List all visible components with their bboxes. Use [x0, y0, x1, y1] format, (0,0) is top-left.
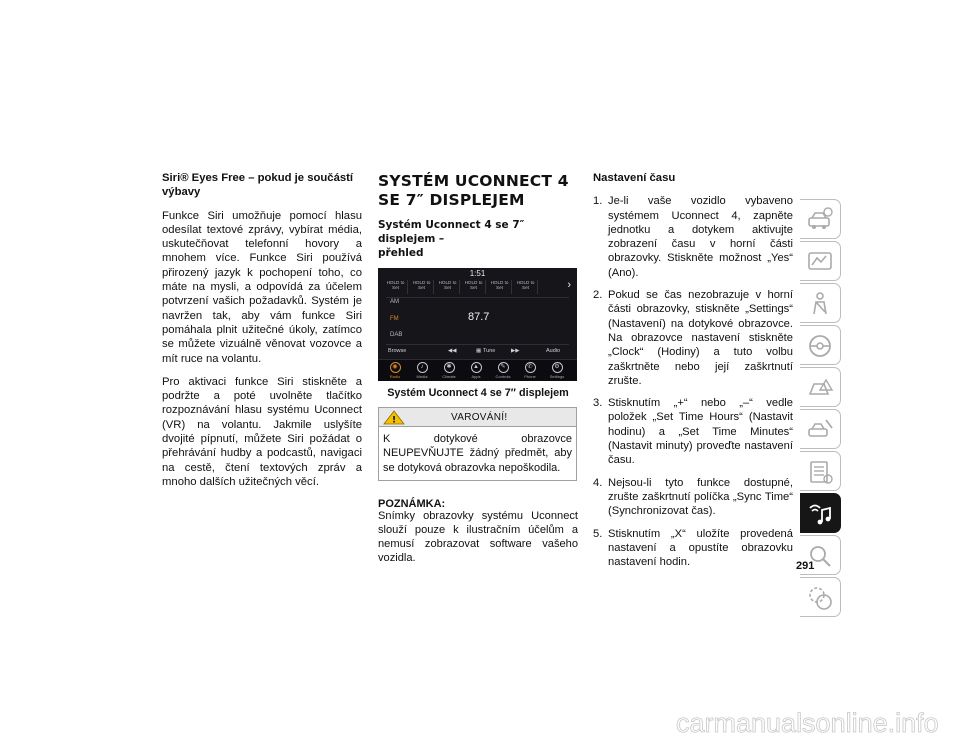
- browse-label: Browse: [388, 348, 407, 354]
- band-am: AM: [390, 299, 399, 305]
- multimedia-active-icon: [806, 500, 834, 528]
- tab-dashboard[interactable]: [800, 241, 841, 281]
- dock-settings: ⚙ Settings: [549, 364, 565, 379]
- preset-slot: HOLD to Set: [436, 280, 460, 294]
- gear-icon: ⚙: [552, 362, 563, 373]
- list-item: 1. Je-li vaše vozidlo vybaveno systémem Uconnect 4, zapněte jednotku a dotykem aktivujte zobrazení času v horní části obrazovky. Stiskněte možnost „Yes“ (Ano).: [593, 195, 793, 279]
- watermark-text: carmanualsonline.info: [676, 708, 939, 738]
- band-dab: DAB: [390, 332, 403, 338]
- section-subtitle: [378, 218, 578, 260]
- seek-back-icon: ◀◀: [448, 348, 457, 354]
- preset-slot: HOLD to Set: [488, 280, 512, 294]
- radio-icon: ◉: [390, 362, 401, 373]
- tab-safety[interactable]: [800, 283, 841, 323]
- section-heading-siri: Siri® Eyes Free – pokud je součástí výbavy: [162, 172, 354, 199]
- preset-bar: [384, 280, 538, 294]
- warning-box: [378, 407, 577, 481]
- specifications-list-icon: [806, 458, 834, 486]
- paragraph: Funkce Siri umožňuje pomocí hlasu odesílat textové zprávy, vybírat média, uskutečňovat telefonní hovory a mnohem více. Funkce Siri používá přirozený jazyk k pochopení toho, co máte na mysli, a odpovídá za účelem potvrzení vašich požadavků. Systém je navržen tak, aby vám funkce Siri pomáhala plnit užitečné úkoly, zatímco se můžete vizuálně věnovat vozovce a mít ruce na volantu.: [162, 209, 362, 365]
- uconnect-radio-screenshot: [378, 268, 577, 381]
- tab-emergency[interactable]: [800, 367, 841, 407]
- seek-forward-icon: ▶▶: [511, 348, 520, 354]
- dashboard-warning-icon: [806, 248, 834, 276]
- radio-control-bar: [378, 345, 577, 359]
- chapter-tabs: [800, 199, 841, 619]
- dock-apps: ▲ Apps: [471, 364, 481, 379]
- dock-controls: ✎ Controls: [495, 364, 511, 379]
- subtitle-line: přehled: [378, 247, 424, 259]
- chapter-title-line: SYSTÉM UCONNECT 4: [378, 172, 569, 190]
- warning-header: [379, 408, 576, 427]
- watermark-logo: [676, 708, 941, 738]
- list-item: 5. Stisknutím „X“ uložíte provedená nastavení a opustíte obrazovku nastavení hodin.: [593, 527, 793, 569]
- list-item: 2. Pokud se čas nezobrazuje v horní části obrazovky, stiskněte „Settings“ (Nastavení) na dotykové obrazovce. Na obrazovce nastavení stiskněte „Clock“ (Hodiny) a tuto volbu zaškrtněte nebo její zaškrtnutí zrušte.: [593, 289, 793, 387]
- tab-servicing[interactable]: [800, 409, 841, 449]
- app-dock: [378, 359, 577, 381]
- warning-triangle-icon: [383, 410, 405, 430]
- svg-text:!: !: [391, 415, 397, 425]
- paragraph: Pro aktivaci funkce Siri stiskněte a podržte a poté uvolněte tlačítko rozpoznávání hlasu systému Uconnect (VR) na volantu. Jakmile uslyšíte dvojité pípnutí, můžete Siri požádat o přehrávání hudby a podcastů, navigaci na cestě, čtení textových zpráv a mnoho dalších užitečných věcí.: [162, 375, 362, 488]
- service-car-icon: [806, 416, 834, 444]
- language-icon: [806, 584, 834, 612]
- section-heading-clock: Nastavení času: [593, 172, 676, 184]
- page-number: 291: [796, 560, 815, 572]
- preset-slot: HOLD to Set: [462, 280, 486, 294]
- climate-icon: ✱: [444, 362, 455, 373]
- steering-wheel-icon: [806, 332, 834, 360]
- breakdown-icon: [806, 374, 834, 402]
- controls-icon: ✎: [498, 362, 509, 373]
- chevron-right-icon: ›: [567, 279, 571, 291]
- tab-getting-to-know-vehicle[interactable]: [800, 199, 841, 239]
- tune-grid-icon: ▦: [476, 348, 482, 354]
- seatbelt-safety-icon: [806, 290, 834, 318]
- column-middle: [378, 171, 578, 566]
- tune-label: Tune: [483, 348, 496, 354]
- note-text: Snímky obrazovky systému Uconnect slouží pouze k ilustračním účelům a nemusí zobrazovat software vašeho vozidla.: [378, 509, 578, 564]
- tab-multimedia[interactable]: [800, 493, 841, 533]
- column-left: [162, 171, 362, 498]
- warning-label: VAROVÁNÍ!: [451, 412, 508, 423]
- band-fm: FM: [390, 316, 399, 322]
- chapter-title: [378, 172, 578, 210]
- tab-specifications[interactable]: [800, 451, 841, 491]
- preset-slot: HOLD to Set: [514, 280, 538, 294]
- preset-slot: HOLD to Set: [384, 280, 408, 294]
- list-item: 4. Nejsou-li tyto funkce dostupné, zrušte zaškrtnutí políčka „Sync Time“ (Synchronizovat čas).: [593, 476, 793, 518]
- divider: [386, 297, 569, 298]
- figure-caption: Systém Uconnect 4 se 7″ displejem: [387, 387, 569, 399]
- car-info-icon: [806, 206, 834, 234]
- warning-text: K dotykové obrazovce NEUPEVŇUJTE žádný předmět, aby se dotyková obrazovka nepoškodila.: [383, 433, 572, 474]
- siri-text: [162, 209, 362, 490]
- apps-icon: ▲: [471, 362, 482, 373]
- subtitle-line: Systém Uconnect 4 se 7″ displejem –: [378, 219, 525, 245]
- preset-slot: HOLD to Set: [410, 280, 434, 294]
- dock-phone: ✆ Phone: [524, 364, 536, 379]
- music-note-icon: ♪: [417, 362, 428, 373]
- tab-language[interactable]: [800, 577, 841, 617]
- tab-starting-operating[interactable]: [800, 325, 841, 365]
- dock-climate: ✱ Climate: [442, 364, 456, 379]
- clock-display: 1:51: [469, 269, 486, 278]
- phone-icon: ✆: [525, 362, 536, 373]
- column-right: [593, 171, 793, 577]
- clock-steps-list: [593, 194, 793, 569]
- audio-label: Audio: [546, 348, 561, 354]
- dock-media: ♪ Media: [416, 364, 428, 379]
- chapter-title-line: SE 7″ DISPLEJEM: [378, 191, 525, 209]
- dock-radio: ◉ Radio: [389, 364, 401, 379]
- note-heading: POZNÁMKA:: [378, 497, 446, 510]
- list-item: 3. Stisknutím „+“ nebo „–“ vedle položek „Set Time Hours“ (Nastavit hodinu) a „Set Time Minutes“ (Nastavit minuty) proveďte nastavení času.: [593, 397, 793, 467]
- frequency-display: 87.7: [468, 311, 490, 323]
